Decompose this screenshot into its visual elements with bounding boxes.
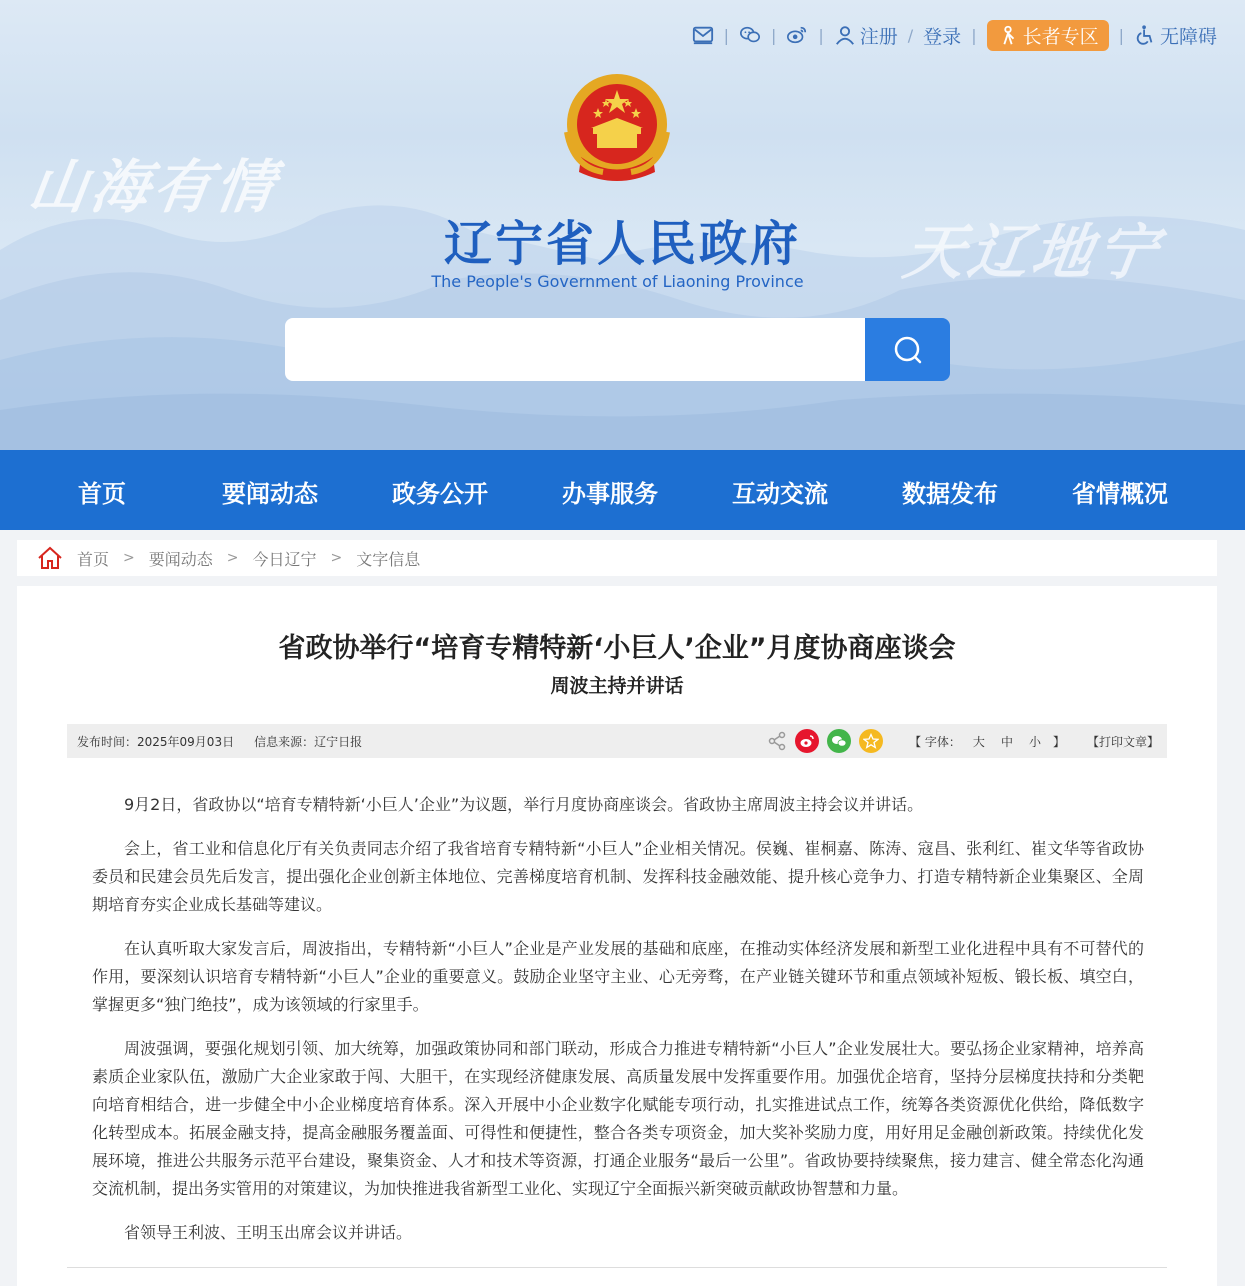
article-body [92,791,1144,1263]
article-paragraph: 会上，省工业和信息化厅有关负责同志介绍了我省培育专精特新“小巨人”企业相关情况。侯巍、崔桐嘉、陈涛、寇昌、张利红、崔文华等省政协委员和民建会员先后发言，提出强化企业创新主体地位、完善梯度培育机制、发挥科技金融效能、提升核心竞争力、打造专精特新企业集聚区、全周期培育夯实企业成长基础等建议。 [92,839,1144,914]
separator: | [1118,25,1124,45]
nav-services[interactable]: 办事服务 [562,479,658,508]
article-paragraph: 省领导王利波、王明玉出席会议并讲话。 [124,1223,413,1242]
separator: | [723,25,729,45]
breadcrumb-item[interactable]: 要闻动态 [148,549,213,569]
top-utility-bar [692,18,1217,52]
nav-gov-affairs[interactable]: 政务公开 [392,479,488,508]
wechat-link[interactable] [739,24,761,46]
article-meta-bar [67,724,1167,758]
wechat-icon [739,24,761,46]
article-subtitle: 周波主持并讲话 [550,675,684,697]
share-wechat-button[interactable] [827,729,851,753]
site-header [0,0,1245,450]
nav-data[interactable]: 数据发布 [902,479,998,508]
article-paragraph: 周波强调，要强化规划引领、加大统筹，加强政策协同和部门联动，形成合力推进专精特新“小巨人”企业发展壮大。要弘扬企业家精神，培养高素质企业家队伍，激励广大企业家敢于闯、大胆干，在实现经济健康发展、高质量发展中发挥重要作用。加强优企培育，坚持分层梯度扶持和分类靶向培育相结合，进一步健全中小企业梯度培育体系。深入开展中小企业数字化赋能专项行动，扎实推进试点工作，统筹各类资源优化供给，降低数字化转型成本。拓展金融支持，提高金融服务覆盖面、可得性和便捷性，整合各类专项资金，加大奖补奖励力度，用好用足金融创新政策。持续优化发展环境，推进公共服务示范平台建设，聚集资金、人才和技术等资源，打通企业服务“最后一公里”。省政协要持续聚焦，接力建言、健全常态化沟通交流机制，提出务实管用的对策建议，为加快推进我省新型工业化、实现辽宁全面振兴新突破贡献政协智慧和力量。 [92,1039,1144,1198]
separator: | [971,25,977,45]
breadcrumb-item[interactable]: 首页 [77,549,110,569]
font-large-button[interactable]: 大 [972,734,985,749]
article-paragraph: 9月2日，省政协以“培育专精特新‘小巨人’企业”为议题，举行月度协商座谈会。省政协主席周波主持会议并讲话。 [124,795,924,814]
separator: | [818,25,824,45]
search-input[interactable] [285,318,865,381]
star-icon [863,733,879,749]
separator: | [770,25,777,45]
accessibility-link[interactable] [1134,22,1217,49]
accessibility-label: 无障碍 [1159,25,1217,48]
home-icon [37,546,63,570]
nav-news[interactable]: 要闻动态 [222,479,318,508]
search-button[interactable] [865,318,950,381]
chevron-right-icon: > [226,550,239,566]
nav-interaction[interactable]: 互动交流 [732,479,828,508]
main-nav [0,450,1245,530]
elder-icon [997,24,1019,46]
publish-time: 发布时间：2025年09月03日 [77,734,235,749]
weibo-icon [786,24,808,46]
article-paragraph: 在认真听取大家发言后，周波指出，专精特新“小巨人”企业是产业发展的基础和底座，在推动实体经济发展和新型工业化进程中具有不可替代的作用，要深刻认识培育专精特新“小巨人”企业的重要意义。鼓励企业坚守主业、心无旁骛，在产业链关键环节和重点领域补短板、锻长板、填空白，掌握更多“独门绝技”，成为该领域的行家里手。 [92,939,1144,1014]
national-emblem-icon [563,72,671,187]
chevron-right-icon: > [330,550,343,566]
article-container [17,586,1217,1286]
share-weibo-button[interactable] [795,729,819,753]
font-small-button[interactable]: 小 [1028,734,1041,749]
site-subtitle: The People's Government of Liaoning Province [431,272,804,291]
share-icon[interactable] [767,731,787,751]
font-size-label: 【 字体： [909,734,961,749]
favorite-button[interactable] [859,729,883,753]
mail-icon [692,24,714,46]
nav-home[interactable]: 首页 [78,479,126,508]
login-link[interactable]: 登录 [923,25,962,48]
calligraphy-right: 天辽地宁 [899,218,1166,288]
breadcrumb-item[interactable]: 今日辽宁 [252,549,317,569]
weibo-icon [799,733,815,749]
mail-link[interactable] [692,24,714,46]
weibo-link[interactable] [786,24,808,46]
article-title: 省政协举行“培育专精特新‘小巨人’企业”月度协商座谈会 [278,633,956,664]
slash-separator: / [907,25,914,45]
info-source: 信息来源：辽宁日报 [254,734,363,749]
font-medium-button[interactable]: 中 [1000,734,1013,749]
search-icon [893,335,923,365]
breadcrumb [17,540,1217,576]
divider [67,1267,1167,1268]
breadcrumb-item[interactable]: 文字信息 [356,549,421,569]
elder-zone-button[interactable] [987,20,1109,51]
elder-zone-label: 长者专区 [1022,25,1099,48]
user-icon [834,24,856,46]
chevron-right-icon: > [123,550,135,566]
register-link[interactable] [834,22,898,49]
register-label: 注册 [859,25,898,48]
wheelchair-icon [1134,24,1156,46]
print-article-button[interactable]: 【打印文章】 [1086,734,1159,749]
font-size-close: 】 [1052,734,1065,749]
wechat-icon [831,733,847,749]
nav-province-overview[interactable]: 省情概况 [1072,479,1168,508]
breadcrumb-home-link[interactable] [37,546,63,570]
site-title: 辽宁省人民政府 [443,216,801,272]
calligraphy-left: 山海有情 [24,153,283,221]
